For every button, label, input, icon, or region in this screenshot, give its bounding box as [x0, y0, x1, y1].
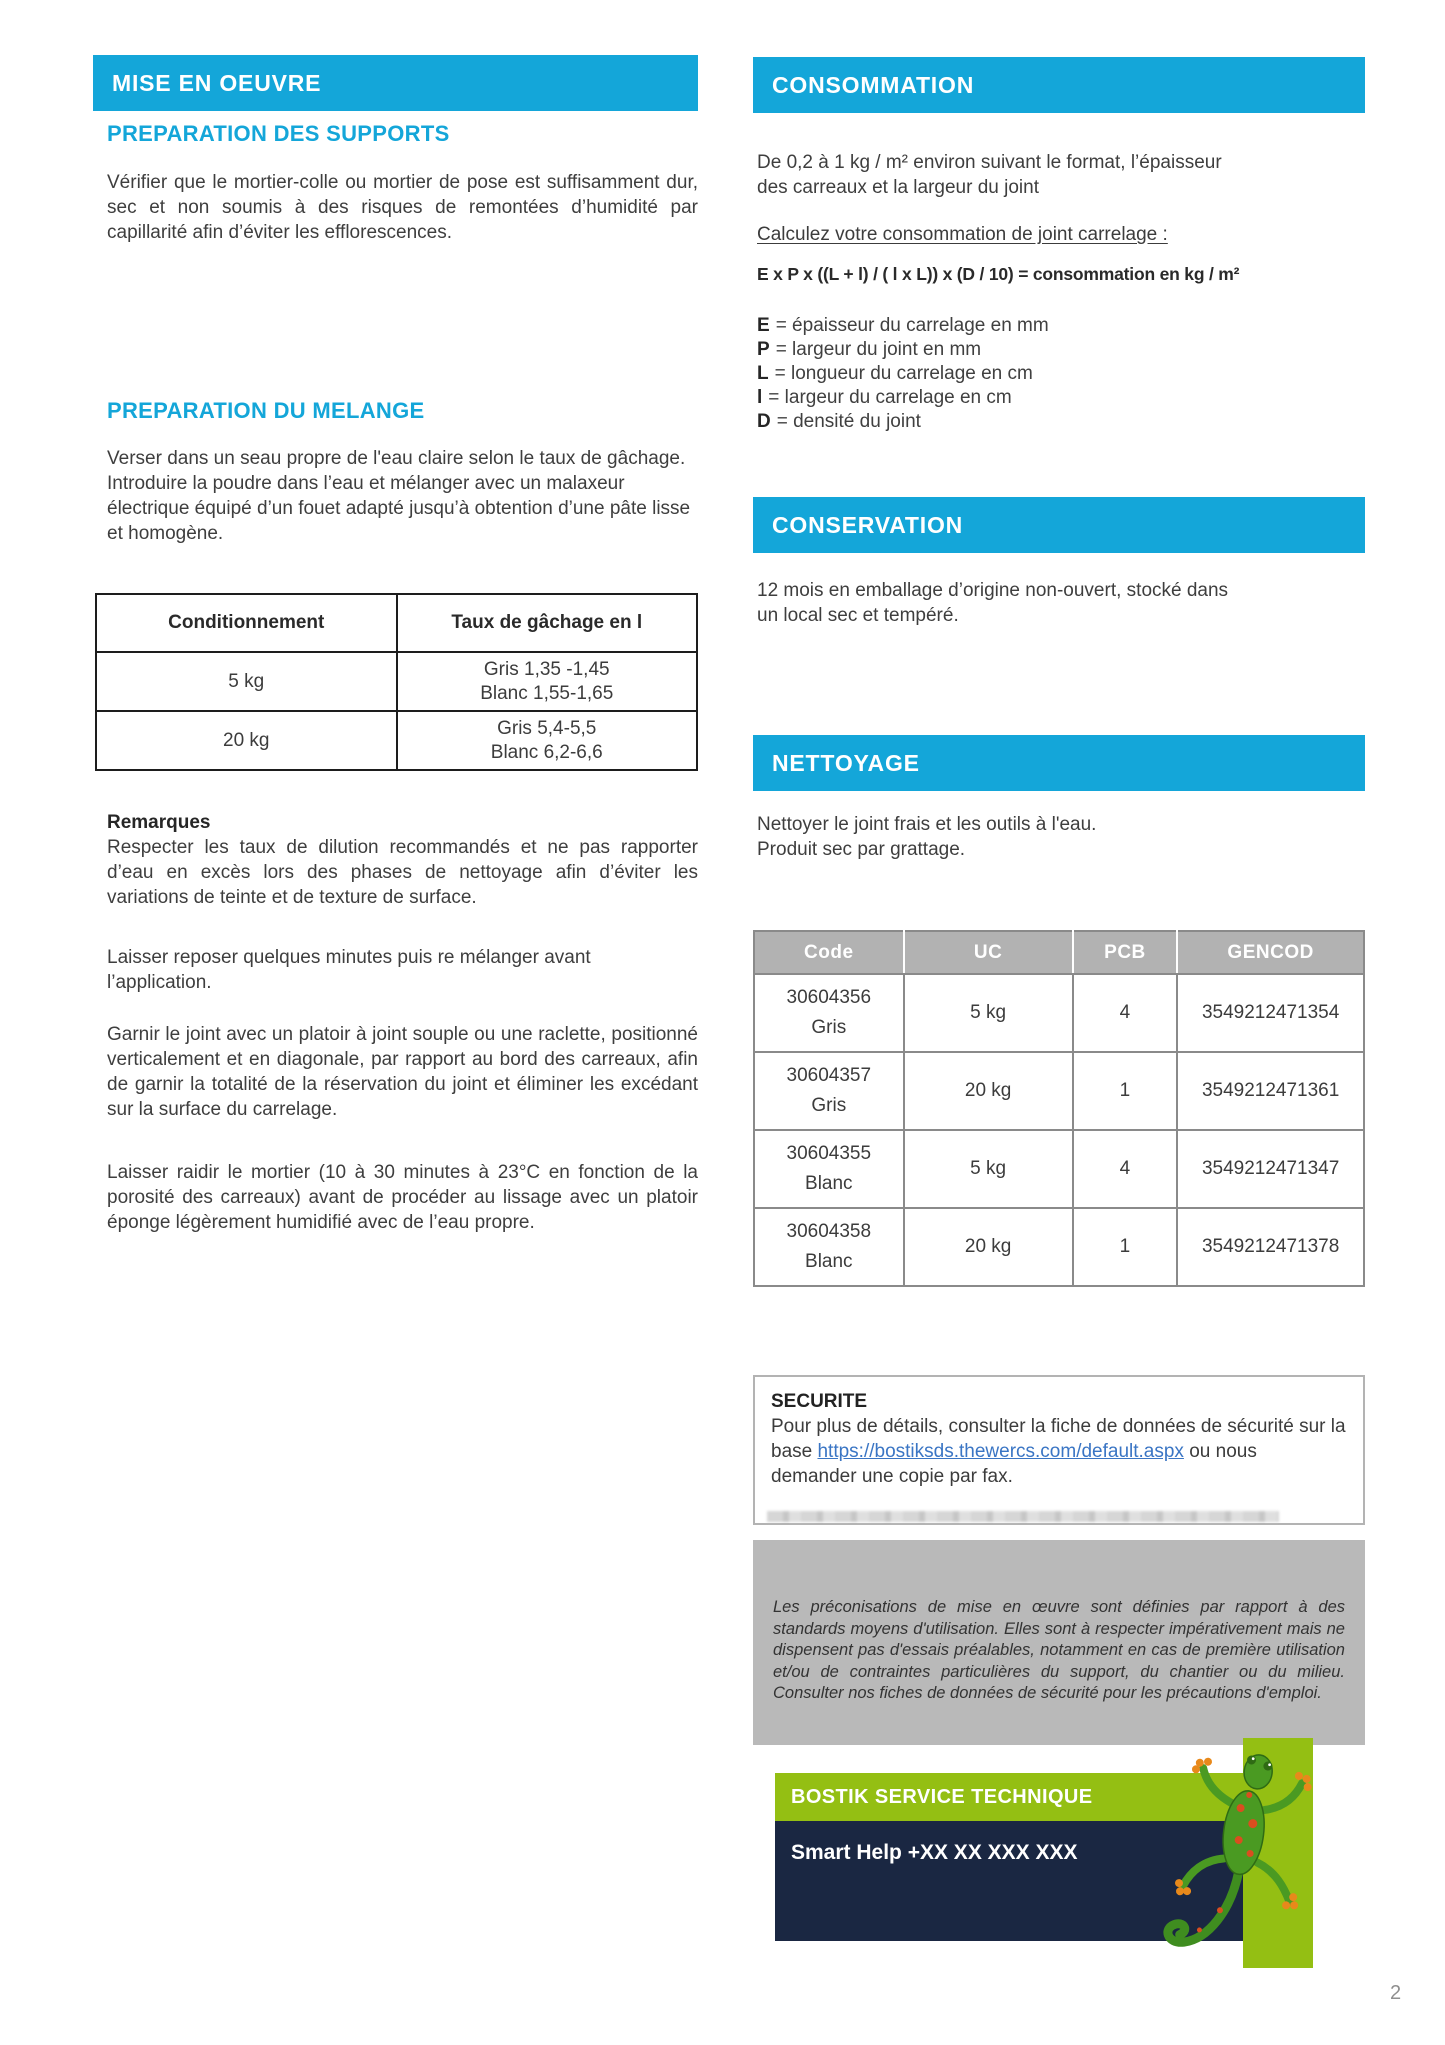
section-header-conservation-label: CONSERVATION: [772, 511, 964, 538]
legend-symbol: l: [757, 387, 763, 408]
cell-pcb: 4: [1073, 974, 1178, 1052]
cell-uc: 20 kg: [904, 1208, 1073, 1286]
dosage-column-header-conditionnement: Conditionnement: [96, 594, 397, 652]
code-number: 30604356: [786, 987, 872, 1008]
dosage-column-header-taux: Taux de gâchage en l: [397, 594, 698, 652]
consommation-line-2: des carreaux et la largeur du joint: [757, 177, 1039, 198]
column-header-code: Code: [754, 931, 904, 974]
paragraph-remarques-1: Respecter les taux de dilution recommandés et ne pas rapporter d’eau en excès lors des phases de nettoyage afin d’éviter les variations de teinte et de texture de surface.: [107, 837, 698, 908]
paragraph-consommation: [757, 150, 1369, 200]
conservation-line-1: 12 mois en emballage d’origine non-ouvert, stocké dans: [757, 580, 1229, 601]
paragraph-preparation-melange: [107, 446, 698, 546]
section-header-mise-en-oeuvre-label: MISE EN OEUVRE: [112, 69, 322, 96]
cell-taux: [397, 652, 698, 711]
section-header-nettoyage-label: NETTOYAGE: [772, 749, 920, 776]
table-row: [754, 1052, 1364, 1130]
paragraph-remarques-2: Laisser reposer quelques minutes puis re mélanger avant l’application.: [107, 947, 591, 993]
legend-text: = épaisseur du carrelage en mm: [775, 315, 1049, 336]
section-header-consommation: [753, 57, 1365, 113]
taux-gris: Gris 1,35 -1,45: [483, 658, 610, 680]
cell-taux: [397, 711, 698, 770]
formula-legend: [757, 314, 1049, 434]
securite-body: [771, 1414, 1347, 1489]
paragraph-conservation: [757, 578, 1369, 628]
cell-code: [754, 1052, 904, 1130]
consommation-line-1: De 0,2 à 1 kg / m² environ suivant le format, l’épaisseur: [757, 152, 1222, 173]
cell-gencod: 3549212471378: [1177, 1208, 1364, 1286]
legend-text: = largeur du carrelage en cm: [768, 387, 1012, 408]
cell-gencod: 3549212471347: [1177, 1130, 1364, 1208]
nettoyage-line-1: Nettoyer le joint frais et les outils à l'eau.: [757, 814, 1097, 835]
legend-row-l: [757, 386, 1049, 410]
section-header-mise-en-oeuvre: [93, 55, 698, 111]
consumption-formula: E x P x ((L + l) / ( l x L)) x (D / 10) = consommation en kg / m²: [757, 264, 1240, 284]
conservation-line-2: un local sec et tempéré.: [757, 605, 959, 626]
cell-conditionnement: 20 kg: [96, 711, 397, 770]
cell-conditionnement: 5 kg: [96, 652, 397, 711]
disclaimer-text: Les préconisations de mise en œuvre sont définies par rapport à des standards moyens d'utilisation. Elles sont à respecter impérativement mais ne dispensent pas d'essais préalables, notamment en cas de première utilisation et/ou de contraintes particulières du support, du chantier ou du milieu. Consulter nos fiches de données de sécurité pour les précautions d'emploi.: [773, 1598, 1345, 1702]
code-variant: Blanc: [805, 1251, 853, 1272]
cell-uc: 20 kg: [904, 1052, 1073, 1130]
cell-pcb: 1: [1073, 1208, 1178, 1286]
paragraph-remarques-4: Laisser raidir le mortier (10 à 30 minutes à 23°C en fonction de la porosité des carreaux) avant de procéder au lissage avec un platoir éponge légèrement humidifié avec de l’eau propre.: [107, 1162, 698, 1233]
cell-pcb: 4: [1073, 1130, 1178, 1208]
legend-symbol: L: [757, 363, 769, 384]
cell-code: [754, 974, 904, 1052]
legend-symbol: D: [757, 411, 771, 432]
section-header-consommation-label: CONSOMMATION: [772, 71, 975, 98]
legend-row-L: [757, 362, 1049, 386]
table-row: [754, 974, 1364, 1052]
smart-help-phone: Smart Help +XX XX XXX XXX: [791, 1841, 1078, 1864]
paragraph-remarques-3: Garnir le joint avec un platoir à joint souple ou une raclette, positionné verticalement et en diagonale, par rapport au bord des carreaux, afin de garnir la totalité de la réservation du joint et éliminer les excédant sur la surface du carrelage.: [107, 1024, 698, 1120]
dosage-table: [95, 593, 698, 771]
securite-box: [753, 1375, 1365, 1525]
code-variant: Gris: [811, 1095, 847, 1116]
cell-gencod: 3549212471361: [1177, 1052, 1364, 1130]
code-number: 30604358: [786, 1221, 872, 1242]
gecko-mascot-image: [1152, 1742, 1322, 1982]
dosage-table-header-row: [96, 594, 697, 652]
code-number: 30604357: [786, 1065, 872, 1086]
cell-pcb: 1: [1073, 1052, 1178, 1130]
cell-uc: 5 kg: [904, 1130, 1073, 1208]
code-variant: Gris: [811, 1017, 847, 1038]
table-row: [754, 1130, 1364, 1208]
legend-row-P: [757, 338, 1049, 362]
taux-blanc: Blanc 6,2-6,6: [490, 741, 603, 763]
column-header-pcb: PCB: [1073, 931, 1178, 974]
melange-sentence-1: Verser dans un seau propre de l'eau claire selon le taux de gâchage.: [107, 448, 686, 469]
section-header-nettoyage: [753, 735, 1365, 791]
cell-uc: 5 kg: [904, 974, 1073, 1052]
legend-symbol: E: [757, 315, 770, 336]
subheading-preparation-du-melange: PREPARATION DU MELANGE: [107, 398, 425, 423]
securite-text-before: Pour plus de détails, consulter la fiche de données de sécurité sur la base: [771, 1416, 1346, 1462]
cell-gencod: 3549212471354: [1177, 974, 1364, 1052]
melange-sentence-2: Introduire la poudre dans l’eau et mélanger avec un malaxeur électrique équipé d’un fouet adapté jusqu’à obtention d’une pâte lisse et homogène.: [107, 473, 691, 544]
subheading-preparation-des-supports: PREPARATION DES SUPPORTS: [107, 121, 450, 146]
securite-text-after: ou nous demander une copie par fax.: [771, 1441, 1257, 1487]
nettoyage-line-2: Produit sec par grattage.: [757, 839, 966, 860]
securite-heading: SECURITE: [771, 1391, 868, 1412]
paragraph-preparation-supports: Vérifier que le mortier-colle ou mortier de pose est suffisamment dur, sec et non soumis à des risques de remontées d’humidité par capillarité afin d’éviter les efflorescences.: [107, 172, 698, 243]
disclaimer-box: [753, 1540, 1365, 1745]
sds-link[interactable]: https://bostiksds.thewercs.com/default.aspx: [817, 1441, 1184, 1462]
column-header-gencod: GENCOD: [1177, 931, 1364, 974]
clipped-text-artifact: [767, 1511, 1279, 1522]
cell-code: [754, 1208, 904, 1286]
products-table: [753, 930, 1365, 1287]
service-technique-title: BOSTIK SERVICE TECHNIQUE: [791, 1785, 1093, 1808]
legend-row-D: [757, 410, 1049, 434]
remarques-heading: Remarques: [107, 812, 211, 833]
taux-blanc: Blanc 1,55-1,65: [480, 682, 614, 704]
paragraph-nettoyage: [757, 812, 1369, 862]
legend-text: = densité du joint: [776, 411, 921, 432]
table-row: [96, 652, 697, 711]
table-row: [754, 1208, 1364, 1286]
legend-text: = largeur du joint en mm: [775, 339, 982, 360]
table-row: [96, 711, 697, 770]
page-number: 2: [1390, 1982, 1402, 2004]
cell-code: [754, 1130, 904, 1208]
code-variant: Blanc: [805, 1173, 853, 1194]
products-table-header-row: [754, 931, 1364, 974]
column-header-uc: UC: [904, 931, 1073, 974]
calc-consumption-label: Calculez votre consommation de joint carrelage :: [757, 224, 1168, 245]
legend-symbol: P: [757, 339, 770, 360]
code-number: 30604355: [786, 1143, 872, 1164]
section-header-conservation: [753, 497, 1365, 553]
legend-text: = longueur du carrelage en cm: [774, 363, 1033, 384]
legend-row-E: [757, 314, 1049, 338]
taux-gris: Gris 5,4-5,5: [497, 717, 597, 739]
